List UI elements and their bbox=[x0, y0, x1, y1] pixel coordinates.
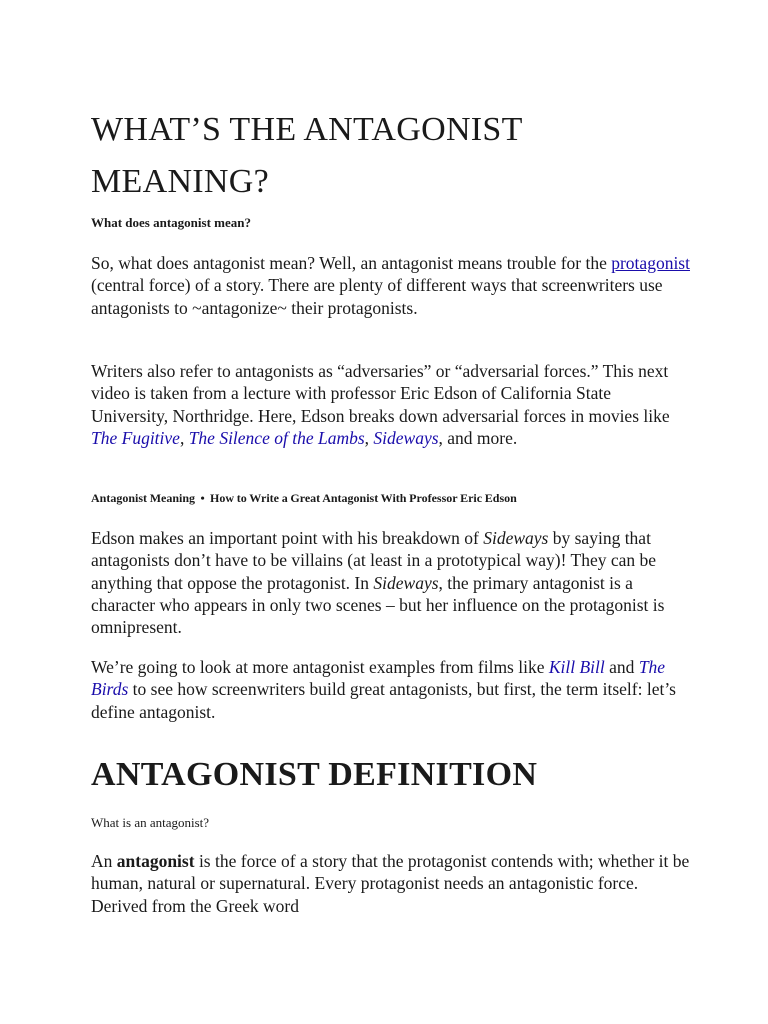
paragraph-intro bbox=[91, 252, 691, 319]
link-the-silence-of-the-lambs[interactable]: The Silence of the Lambs bbox=[188, 427, 365, 448]
text-run: Edson makes an important point with his breakdown of bbox=[91, 528, 484, 548]
link-sideways[interactable]: Sideways bbox=[373, 427, 439, 448]
text-run: to see how screenwriters build great antagonists, but first, the term itself: let’s define antagonist. bbox=[91, 679, 676, 722]
text-run: is the force of a story that the protagonist contends with; whether it be human, natural or supernatural. Every protagonist needs an antagonistic force. Derived from the Greek word bbox=[91, 851, 690, 916]
text-run: , and more. bbox=[438, 427, 518, 448]
heading-antagonist-definition: ANTAGONIST DEFINITION bbox=[91, 756, 538, 793]
paragraph-examples bbox=[91, 656, 691, 723]
text-run: We’re going to look at more antagonist examples from films like bbox=[91, 657, 549, 677]
text-run: So, what does antagonist mean? Well, an antagonist means trouble for the bbox=[91, 253, 612, 273]
paragraph-edson-point bbox=[91, 527, 691, 638]
heading-line-1: WHAT’S THE ANTAGONIST bbox=[91, 111, 523, 148]
subheading-what-is-an-antagonist: What is an antagonist? bbox=[91, 815, 210, 830]
paragraph-adversaries bbox=[91, 360, 691, 449]
text-run: , bbox=[364, 427, 374, 448]
italic-sideways: Sideways bbox=[483, 528, 549, 548]
paragraph-definition bbox=[91, 850, 691, 917]
heading-antagonist-meaning bbox=[91, 104, 691, 208]
text-run: , the primary antagonist is a character who appears in only two scenes – but her influence on the protagonist is omnipresent. bbox=[91, 572, 665, 638]
text-run: , bbox=[179, 427, 189, 448]
text-run: Writers also refer to antagonists as “adversaries” or “adversarial forces.” This next video is taken from a lecture with professor Eric Edson of California State University, Northridge. Here, Edson breaks down adversarial forces in movies like bbox=[91, 361, 670, 426]
link-kill-bill[interactable]: Kill Bill bbox=[548, 657, 605, 677]
video-caption: Antagonist Meaning • How to Write a Great Antagonist With Professor Eric Edson bbox=[91, 491, 517, 505]
heading-line-2: MEANING? bbox=[91, 163, 270, 200]
text-run: and bbox=[604, 657, 639, 677]
link-the-fugitive[interactable]: The Fugitive bbox=[91, 427, 180, 448]
link-protagonist[interactable]: protagonist bbox=[611, 253, 690, 273]
text-run: (central force) of a story. There are plenty of different ways that screenwriters use antagonists to ~antagonize~ their protagonists. bbox=[91, 275, 663, 318]
text-run: An bbox=[91, 851, 117, 871]
subheading-what-does-antagonist-mean: What does antagonist mean? bbox=[91, 215, 251, 230]
italic-sideways: Sideways bbox=[373, 572, 439, 593]
text-run: by saying that antagonists don’t have to be villains (at least in a prototypical way)! They can be anything that oppose the protagonist. In bbox=[91, 528, 657, 593]
link-the-birds[interactable]: The Birds bbox=[91, 657, 666, 700]
bold-antagonist: antagonist bbox=[116, 851, 195, 871]
